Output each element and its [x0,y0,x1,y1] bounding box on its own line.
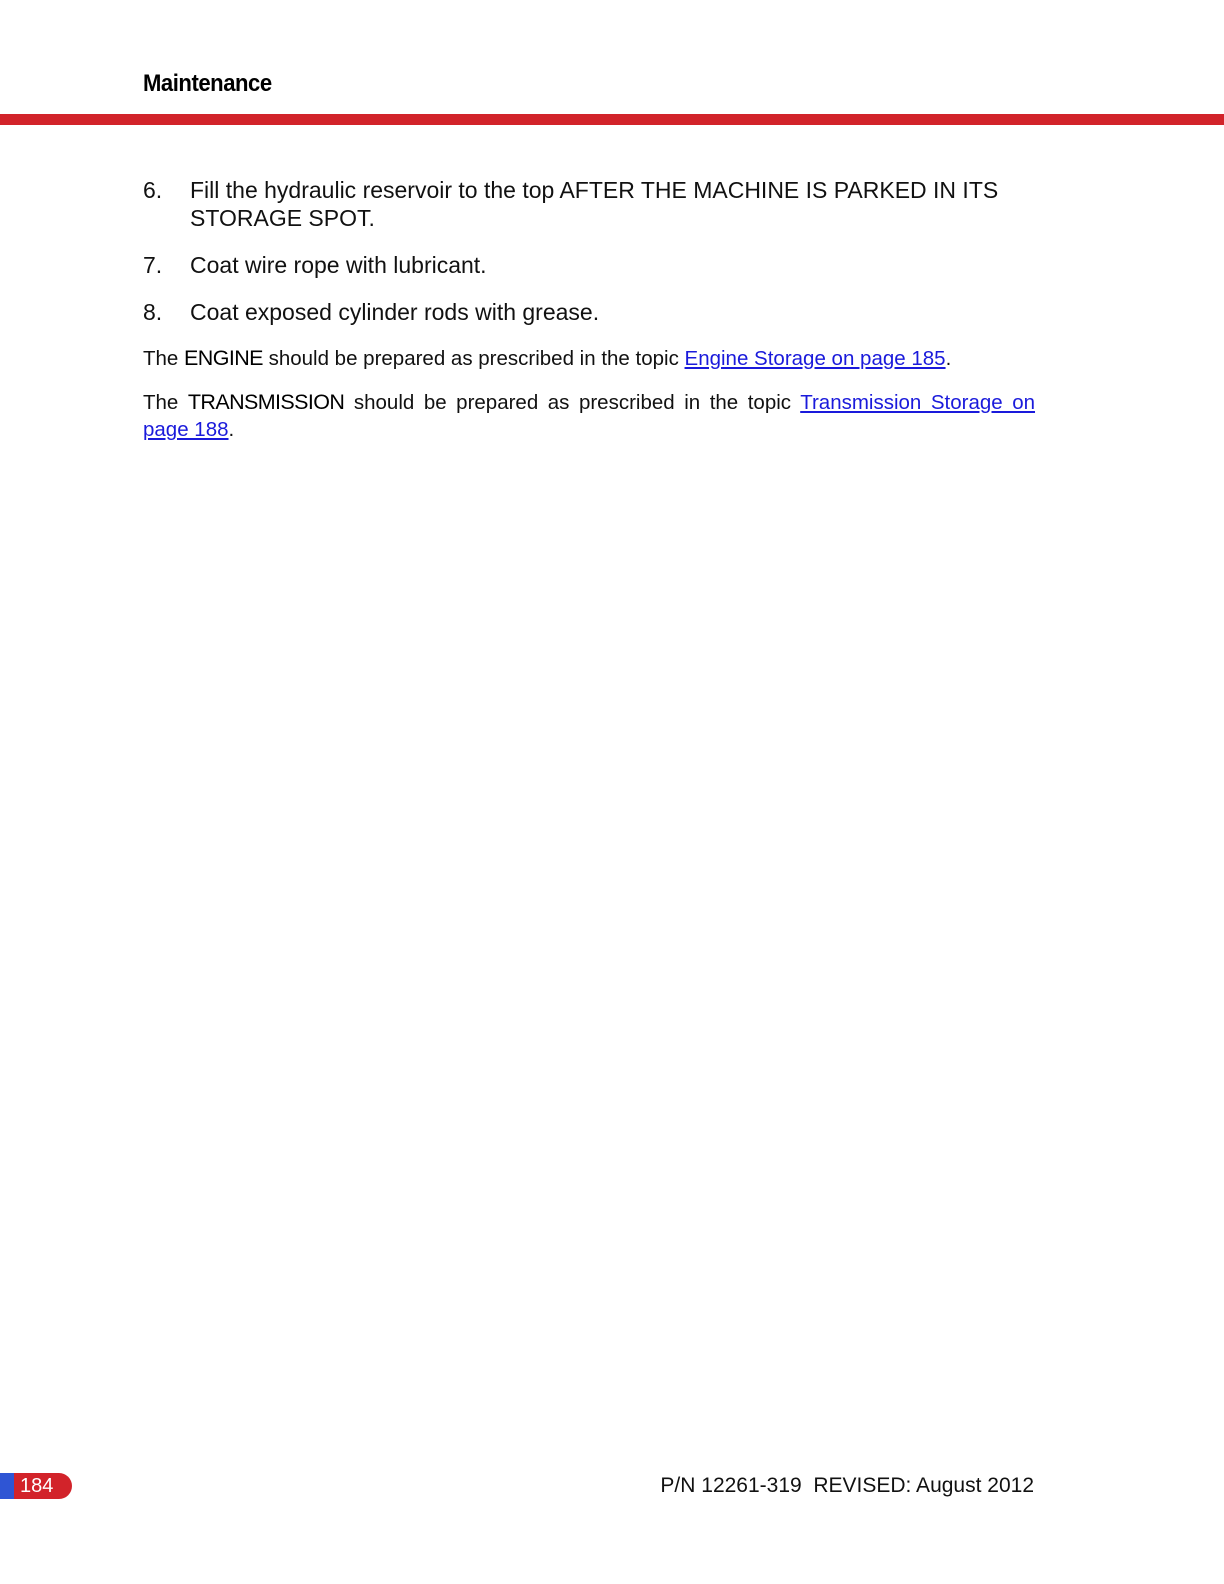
step-text: Fill the hydraulic reservoir to the top AFTER THE MACHINE IS PARKED IN ITS STORAGE SPOT. [190,177,999,231]
page-badge-accent [0,1473,14,1499]
list-item [143,251,1035,279]
engine-keyword: ENGINE [184,346,263,370]
step-text: Coat wire rope with lubricant. [190,252,487,278]
transmission-storage-link[interactable]: Transmission Storage on page 188 [143,391,1036,441]
header-divider [0,114,1224,125]
step-text: Coat exposed cylinder rods with grease. [190,299,600,325]
transmission-middle-text: should be prepared as prescribed in the topic [344,391,801,414]
transmission-paragraph [143,389,1035,443]
page-number: 184 [20,1475,54,1497]
step-number: 8. [143,299,163,325]
list-item [143,176,1035,232]
list-item [143,298,1035,326]
engine-prefix: The [143,347,185,370]
engine-paragraph [143,345,1035,372]
footer-doc-info: P/N 12261-319 REVISED: August 2012 [660,1474,1034,1497]
engine-suffix: . [945,347,952,370]
page-number-badge [0,1473,72,1499]
engine-middle-text: should be prepared as prescribed in the topic [262,347,685,370]
step-number: 7. [143,252,163,278]
transmission-prefix: The [143,391,188,414]
procedure-steps [143,176,1035,326]
transmission-keyword: TRANSMISSION [187,390,345,414]
transmission-suffix: . [228,418,235,441]
engine-storage-link[interactable]: Engine Storage on page 185 [684,347,946,370]
step-number: 6. [143,177,163,203]
page-header-title: Maintenance [143,70,272,97]
main-content [143,176,1035,460]
